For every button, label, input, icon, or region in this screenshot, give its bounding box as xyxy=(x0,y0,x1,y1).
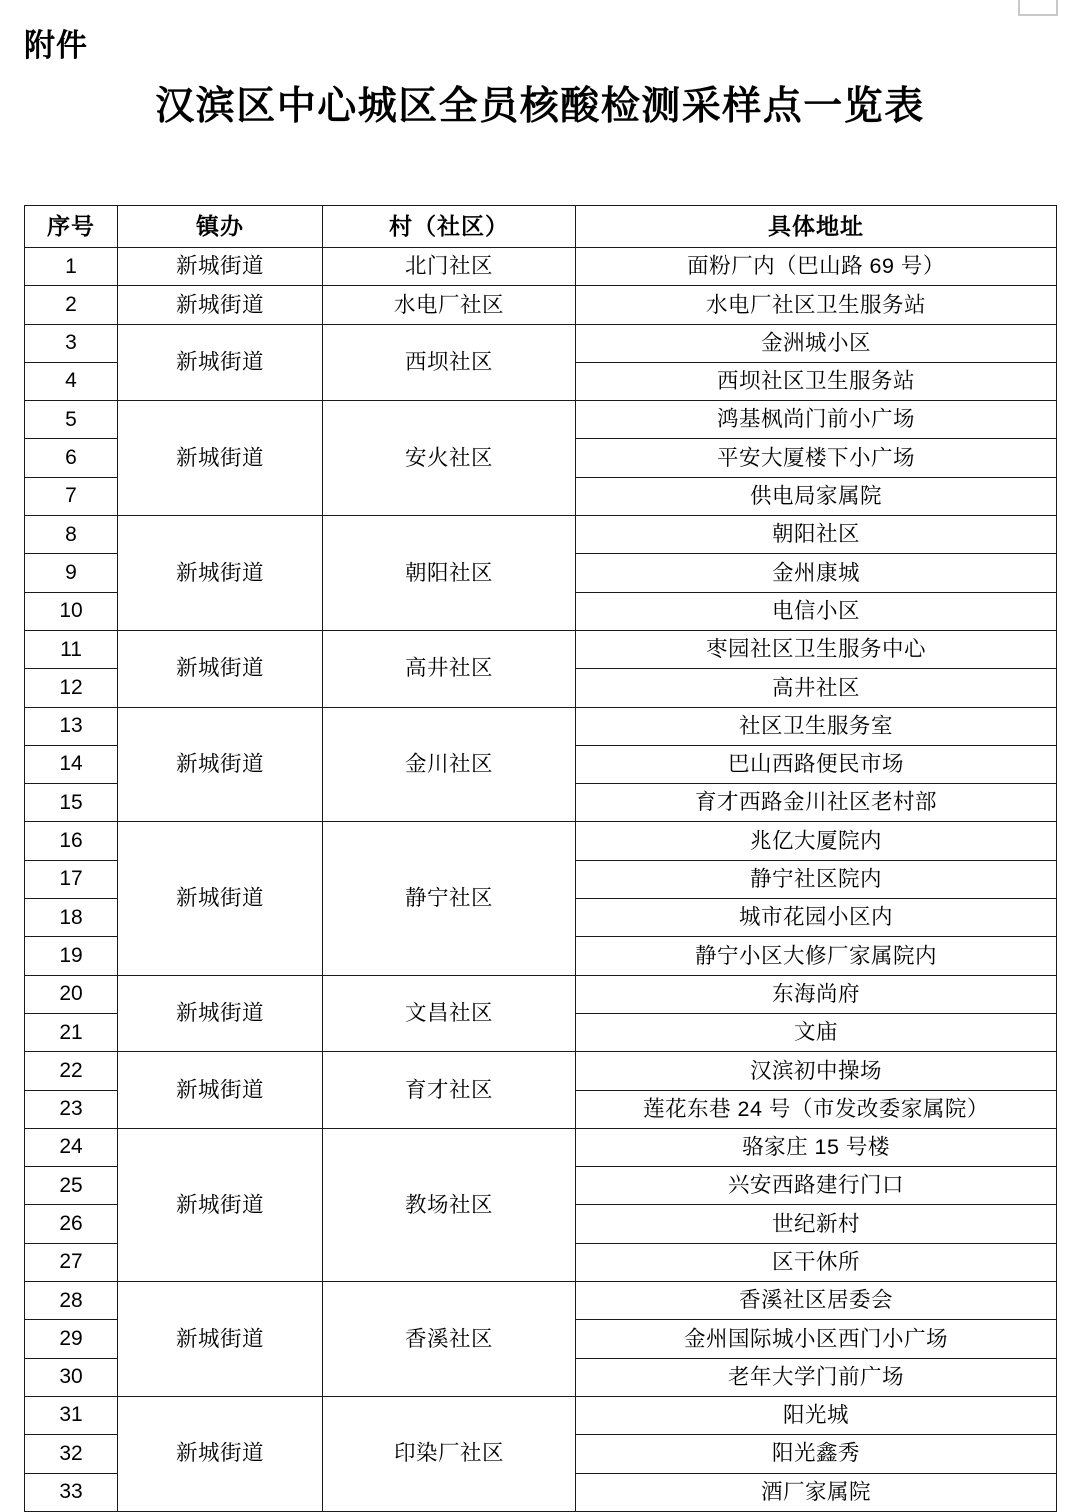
sampling-points-table xyxy=(24,205,1057,1512)
cell-address: 社区卫生服务室 xyxy=(576,707,1057,745)
cell-index: 24 xyxy=(25,1128,118,1166)
table-row xyxy=(25,630,1057,668)
cell-village: 水电厂社区 xyxy=(323,286,576,324)
cell-address: 汉滨初中操场 xyxy=(576,1052,1057,1090)
table-row xyxy=(25,1052,1057,1090)
cell-index: 8 xyxy=(25,516,118,554)
column-header-town: 镇办 xyxy=(118,206,323,248)
cell-address: 育才西路金川社区老村部 xyxy=(576,784,1057,822)
cell-village: 文昌社区 xyxy=(323,975,576,1052)
cell-address: 城市花园小区内 xyxy=(576,899,1057,937)
cell-index: 14 xyxy=(25,745,118,783)
cell-index: 31 xyxy=(25,1396,118,1434)
cell-index: 22 xyxy=(25,1052,118,1090)
cell-address: 供电局家属院 xyxy=(576,477,1057,515)
scan-corner-mark xyxy=(1018,0,1058,16)
cell-address: 平安大厦楼下小广场 xyxy=(576,439,1057,477)
cell-village: 教场社区 xyxy=(323,1128,576,1281)
cell-village: 印染厂社区 xyxy=(323,1396,576,1511)
cell-index: 15 xyxy=(25,784,118,822)
cell-index: 27 xyxy=(25,1243,118,1281)
cell-address: 高井社区 xyxy=(576,669,1057,707)
cell-address: 西坝社区卫生服务站 xyxy=(576,362,1057,400)
cell-town: 新城街道 xyxy=(118,1282,323,1397)
cell-address: 朝阳社区 xyxy=(576,516,1057,554)
cell-index: 3 xyxy=(25,324,118,362)
cell-village: 朝阳社区 xyxy=(323,516,576,631)
cell-index: 20 xyxy=(25,975,118,1013)
cell-index: 23 xyxy=(25,1090,118,1128)
cell-index: 17 xyxy=(25,860,118,898)
table-row xyxy=(25,248,1057,286)
cell-index: 10 xyxy=(25,592,118,630)
cell-address: 世纪新村 xyxy=(576,1205,1057,1243)
cell-address: 莲花东巷 24 号（市发改委家属院） xyxy=(576,1090,1057,1128)
cell-address: 面粉厂内（巴山路 69 号） xyxy=(576,248,1057,286)
cell-index: 4 xyxy=(25,362,118,400)
cell-address: 阳光城 xyxy=(576,1396,1057,1434)
cell-address: 水电厂社区卫生服务站 xyxy=(576,286,1057,324)
cell-index: 18 xyxy=(25,899,118,937)
table-row xyxy=(25,822,1057,860)
cell-town: 新城街道 xyxy=(118,324,323,401)
cell-index: 29 xyxy=(25,1320,118,1358)
cell-address: 静宁小区大修厂家属院内 xyxy=(576,937,1057,975)
cell-address: 金洲城小区 xyxy=(576,324,1057,362)
cell-town: 新城街道 xyxy=(118,248,323,286)
cell-address: 阳光鑫秀 xyxy=(576,1435,1057,1473)
cell-town: 新城街道 xyxy=(118,707,323,822)
page-title: 汉滨区中心城区全员核酸检测采样点一览表 xyxy=(155,85,925,128)
cell-index: 7 xyxy=(25,477,118,515)
cell-address: 区干休所 xyxy=(576,1243,1057,1281)
column-header-address: 具体地址 xyxy=(576,206,1057,248)
table-body xyxy=(25,248,1057,1512)
cell-index: 21 xyxy=(25,1013,118,1051)
cell-address: 金州国际城小区西门小广场 xyxy=(576,1320,1057,1358)
cell-address: 鸿基枫尚门前小广场 xyxy=(576,401,1057,439)
cell-village: 高井社区 xyxy=(323,630,576,707)
column-header-index: 序号 xyxy=(25,206,118,248)
cell-address: 东海尚府 xyxy=(576,975,1057,1013)
table-row xyxy=(25,401,1057,439)
cell-address: 兆亿大厦院内 xyxy=(576,822,1057,860)
table-row xyxy=(25,707,1057,745)
cell-address: 文庙 xyxy=(576,1013,1057,1051)
cell-address: 酒厂家属院 xyxy=(576,1473,1057,1511)
cell-town: 新城街道 xyxy=(118,516,323,631)
cell-village: 香溪社区 xyxy=(323,1282,576,1397)
cell-index: 12 xyxy=(25,669,118,707)
table-row xyxy=(25,286,1057,324)
cell-index: 26 xyxy=(25,1205,118,1243)
cell-town: 新城街道 xyxy=(118,822,323,975)
cell-address: 静宁社区院内 xyxy=(576,860,1057,898)
cell-address: 电信小区 xyxy=(576,592,1057,630)
cell-address: 骆家庄 15 号楼 xyxy=(576,1128,1057,1166)
cell-address: 枣园社区卫生服务中心 xyxy=(576,630,1057,668)
cell-address: 兴安西路建行门口 xyxy=(576,1167,1057,1205)
cell-address: 老年大学门前广场 xyxy=(576,1358,1057,1396)
table-row xyxy=(25,324,1057,362)
cell-town: 新城街道 xyxy=(118,1128,323,1281)
cell-index: 5 xyxy=(25,401,118,439)
sampling-points-table-wrapper xyxy=(24,205,1056,1512)
attachment-label: 附件 xyxy=(24,28,88,63)
cell-index: 9 xyxy=(25,554,118,592)
cell-index: 2 xyxy=(25,286,118,324)
cell-village: 北门社区 xyxy=(323,248,576,286)
cell-address: 香溪社区居委会 xyxy=(576,1282,1057,1320)
cell-index: 6 xyxy=(25,439,118,477)
cell-index: 13 xyxy=(25,707,118,745)
cell-village: 静宁社区 xyxy=(323,822,576,975)
cell-index: 1 xyxy=(25,248,118,286)
cell-village: 西坝社区 xyxy=(323,324,576,401)
cell-address: 金州康城 xyxy=(576,554,1057,592)
cell-village: 育才社区 xyxy=(323,1052,576,1129)
table-row xyxy=(25,975,1057,1013)
cell-index: 28 xyxy=(25,1282,118,1320)
table-row xyxy=(25,1128,1057,1166)
table-header-row xyxy=(25,206,1057,248)
cell-town: 新城街道 xyxy=(118,630,323,707)
table-row xyxy=(25,516,1057,554)
cell-village: 金川社区 xyxy=(323,707,576,822)
cell-index: 33 xyxy=(25,1473,118,1511)
cell-town: 新城街道 xyxy=(118,401,323,516)
cell-town: 新城街道 xyxy=(118,1396,323,1511)
cell-index: 25 xyxy=(25,1167,118,1205)
cell-town: 新城街道 xyxy=(118,1052,323,1129)
cell-index: 16 xyxy=(25,822,118,860)
cell-index: 11 xyxy=(25,630,118,668)
cell-town: 新城街道 xyxy=(118,975,323,1052)
cell-index: 19 xyxy=(25,937,118,975)
table-row xyxy=(25,1396,1057,1434)
cell-address: 巴山西路便民市场 xyxy=(576,745,1057,783)
cell-village: 安火社区 xyxy=(323,401,576,516)
table-row xyxy=(25,1282,1057,1320)
cell-town: 新城街道 xyxy=(118,286,323,324)
column-header-village: 村（社区） xyxy=(323,206,576,248)
cell-index: 32 xyxy=(25,1435,118,1473)
cell-index: 30 xyxy=(25,1358,118,1396)
